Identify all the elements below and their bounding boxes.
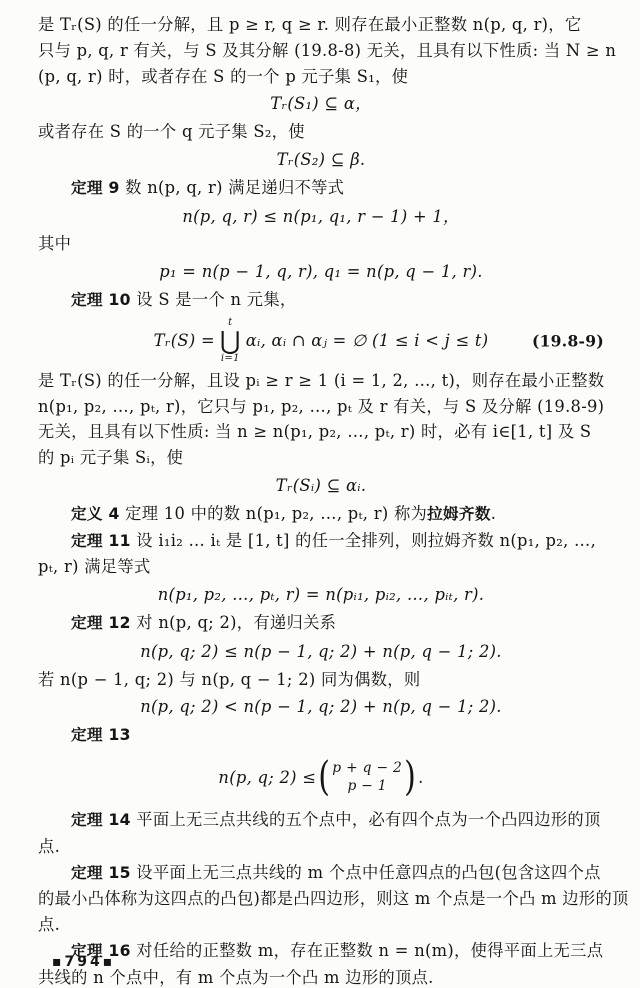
text-line <box>38 445 604 471</box>
text-run: pₜ, r) 满足等式 <box>38 557 151 577</box>
text-run: 的最小凸体称为这四点的凸包)都是凸四边形，则这 m 个点是一个凸 m 边形的顶 <box>38 889 629 909</box>
binomial-bottom: p − 1 <box>347 777 387 794</box>
bold-run: 定理 16 <box>71 941 131 960</box>
right-paren-icon: ) <box>404 753 417 801</box>
displayed-formula-binomial <box>38 751 604 805</box>
text-run: 共线的 n 个点中，有 m 个点为一个凸 m 边形的顶点. <box>38 967 434 987</box>
text-line <box>38 38 617 64</box>
union-lower-limit: i=1 <box>220 353 240 365</box>
text-line <box>38 722 604 749</box>
text-run: 平面上无三点共线的五个点中，必有四个点为一个凸四边形的顶 <box>130 809 601 829</box>
text-line <box>38 667 604 693</box>
text-run: 只与 p, q, r 有关，与 S 及其分解 (19.8-8) 无关，且具有以下性质: 当 N ≥ n <box>38 40 617 60</box>
text-run: 是 Tᵣ(S) 的任一分解，且设 pᵢ ≥ r ≥ 1 (i = 1, 2, …, t)，则存在最小正整数 <box>38 370 605 390</box>
text-run: 其中 <box>38 234 72 254</box>
text-run: Tᵣ(S₁) ⊆ α， <box>270 94 372 114</box>
text-run: (p, q, r) 时，或者存在 S 的一个 p 元子集 S₁，使 <box>38 66 409 86</box>
formula-line <box>38 204 604 230</box>
text-run: 点. <box>38 915 61 935</box>
formula-line <box>38 259 604 285</box>
text-line <box>38 12 604 38</box>
text-run: n(p₁, p₂, …, pₜ, r) = n(pᵢ₁, pᵢ₂, …, pᵢₜ, r). <box>157 585 485 605</box>
text-run: 对任给的正整数 m，存在正整数 n = n(m)，使得平面上无三点 <box>130 940 604 960</box>
page-content <box>38 12 629 988</box>
page-number: ▪794▪ <box>52 954 116 970</box>
bold-run: 定理 10 <box>71 290 131 309</box>
text-run: 的 pᵢ 元子集 Sᵢ，使 <box>38 448 184 468</box>
text-run: 或者存在 S 的一个 q 元子集 S₂，使 <box>38 122 305 142</box>
text-line <box>38 965 604 988</box>
text-line <box>38 528 604 555</box>
formula-period: . <box>418 768 424 788</box>
text-run: Tᵣ(Sᵢ) ⊆ αᵢ. <box>275 475 367 495</box>
formula-line <box>38 91 604 117</box>
bold-run: 拉姆齐数 <box>427 504 491 523</box>
text-run: 设 i₁i₂ … iₜ 是 [1, t] 的任一全排列，则拉姆齐数 n(p₁, p₂, …, <box>130 530 597 550</box>
text-line <box>38 64 604 90</box>
text-line <box>38 501 604 528</box>
formula-lhs: Tᵣ(S) = <box>153 331 215 351</box>
text-line <box>38 368 604 394</box>
text-line <box>38 807 604 834</box>
formula-line <box>38 582 604 608</box>
text-run: 无关，且具有以下性质: 当 n ≥ n(p₁, p₂, …, pₜ, r) 时，必有 i∈[1, t] 及 S <box>38 422 592 442</box>
text-run: 定理 10 中的数 n(p₁, p₂, …, pₜ, r) 称为 <box>119 503 428 523</box>
text-run: 若 n(p − 1, q; 2) 与 n(p, q − 1; 2) 同为偶数，则 <box>38 669 421 689</box>
formula-line <box>38 473 604 499</box>
bold-run: 定理 11 <box>71 531 131 550</box>
text-line <box>38 231 604 257</box>
text-line <box>38 610 604 637</box>
text-run: 是 Tᵣ(S) 的任一分解，且 p ≥ r, q ≥ r. 则存在最小正整数 n(p, q, r)，它 <box>38 15 582 34</box>
text-run: p₁ = n(p − 1, q, r), q₁ = n(p, q − 1, r). <box>159 262 483 282</box>
binomial-coefficient <box>332 760 402 796</box>
text-run: 数 n(p, q, r) 满足递归不等式 <box>119 177 345 197</box>
formula-rhs: αᵢ, αᵢ ∩ αⱼ = ∅ (1 ≤ i < j ≤ t) <box>245 331 489 351</box>
text-line <box>38 119 604 145</box>
union-operator <box>220 317 241 364</box>
formula-line <box>38 639 604 665</box>
formula-lhs: n(p, q; 2) ≤ <box>218 768 317 788</box>
text-line <box>38 394 604 420</box>
text-line <box>38 886 629 912</box>
text-run: 对 n(p, q; 2)，有递归关系 <box>130 612 337 632</box>
bold-run: 定理 15 <box>71 863 131 882</box>
text-line <box>38 175 604 202</box>
text-run: n(p, q; 2) < n(p − 1, q; 2) + n(p, q − 1; 2). <box>140 697 502 717</box>
union-icon: ⋃ <box>219 326 241 356</box>
text-run: 设 S 是一个 n 元集， <box>130 289 297 309</box>
bold-run: 定义 4 <box>71 504 120 523</box>
bold-run: 定理 14 <box>71 810 131 829</box>
text-line <box>38 912 604 938</box>
text-run: 点. <box>38 836 61 856</box>
binomial-top: p + q − 2 <box>332 760 403 776</box>
text-run: n(p₁, p₂, …, pₜ, r)，它只与 p₁, p₂, …, pₜ 及 r 有关，与 S 及分解 (19.8-9) <box>38 396 605 416</box>
bold-run: 定理 9 <box>71 178 120 197</box>
text-line <box>38 419 604 445</box>
text-run: . <box>490 503 497 523</box>
text-line <box>38 834 604 860</box>
text-line <box>38 938 604 965</box>
union-upper-limit: t <box>228 317 233 329</box>
formula-line <box>38 147 604 173</box>
text-run: Tᵣ(S₂) ⊆ β. <box>276 149 366 169</box>
displayed-formula-union <box>38 316 604 366</box>
equation-number: (19.8-9) <box>531 331 604 351</box>
text-run: 设平面上无三点共线的 m 个点中任意四点的凸包(包含这四个点 <box>130 862 601 882</box>
formula-line <box>38 694 604 720</box>
bold-run: 定理 13 <box>71 726 131 745</box>
left-paren-icon: ( <box>318 753 331 801</box>
text-run: n(p, q; 2) ≤ n(p − 1, q; 2) + n(p, q − 1; 2). <box>140 641 502 661</box>
text-line <box>38 860 604 887</box>
text-run: n(p, q, r) ≤ n(p₁, q₁, r − 1) + 1， <box>182 206 460 226</box>
text-line <box>38 287 604 314</box>
bold-run: 定理 12 <box>71 613 131 632</box>
text-line <box>38 554 604 580</box>
